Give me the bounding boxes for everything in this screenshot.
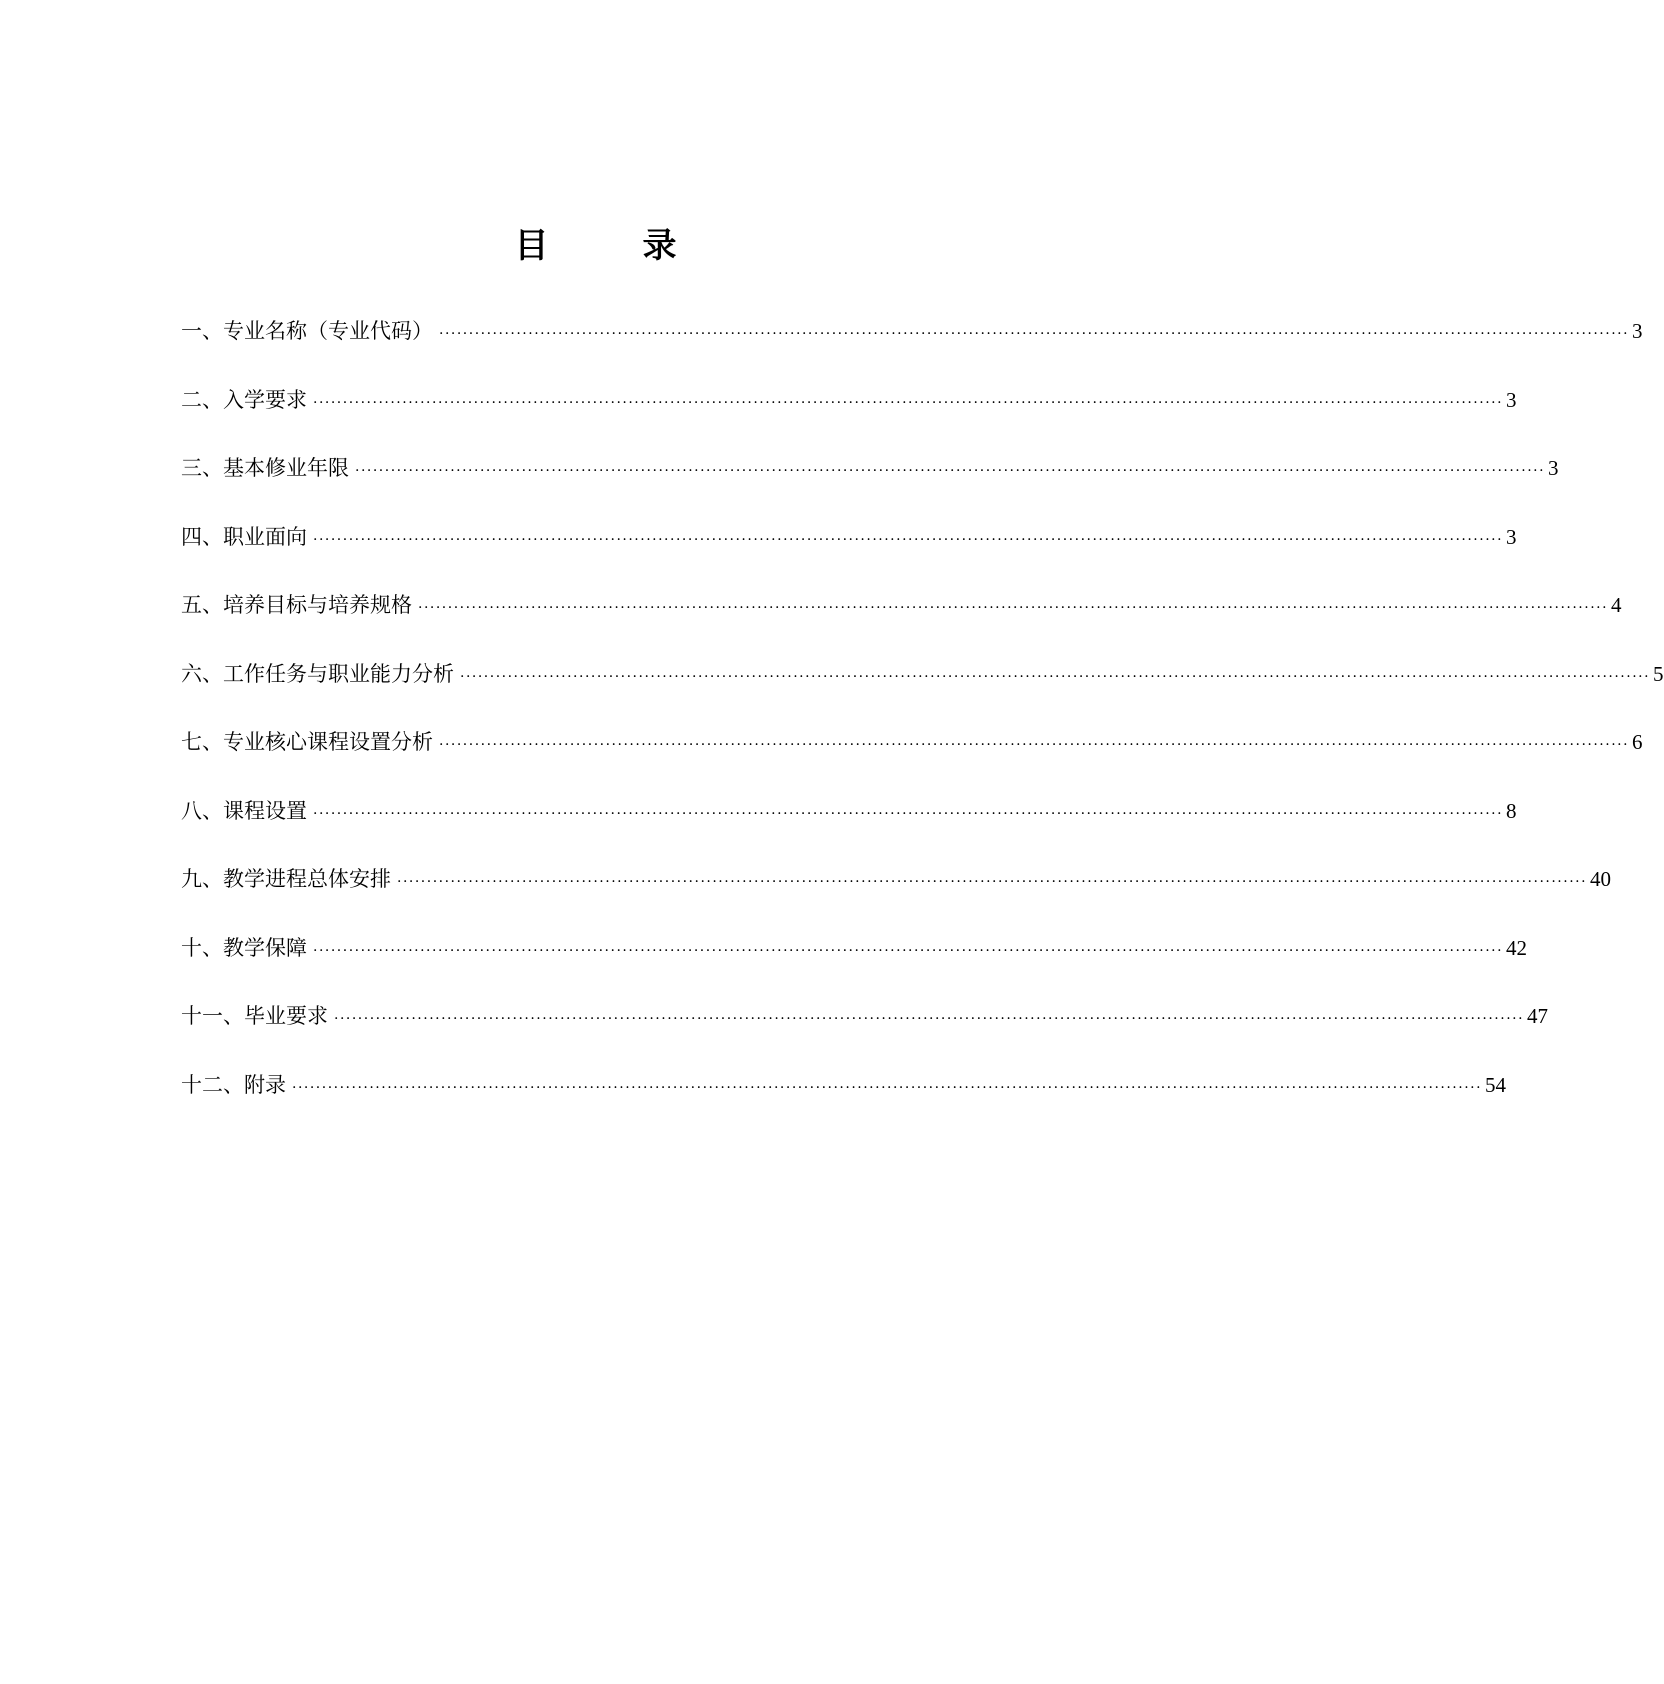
toc-entry-label: 四、职业面向 (181, 524, 307, 549)
toc-entry-page: 47 (1527, 1004, 1549, 1028)
toc-entry-page: 3 (1632, 319, 1643, 343)
toc-dot-leader: ········································································································································································································ (313, 394, 1504, 411)
toc-entry[interactable] (181, 385, 1517, 454)
toc-entry-label: 七、专业核心课程设置分析 (181, 730, 433, 754)
toc-dot-leader: ········································································································································································································ (334, 1011, 1525, 1027)
toc-entry-page: 54 (1485, 1072, 1507, 1097)
toc-dot-leader: ········································································································································································································ (313, 805, 1504, 822)
toc-entry-label: 三、基本修业年限 (181, 456, 349, 480)
toc-entry[interactable] (181, 659, 1664, 728)
toc-entry[interactable] (181, 864, 1612, 933)
toc-entry-page: 6 (1632, 730, 1643, 754)
toc-dot-leader: ········································································································································································································ (418, 600, 1609, 616)
toc-dot-leader: ········································································································································································································ (460, 668, 1651, 685)
toc-entry-label: 六、工作任务与职业能力分析 (181, 661, 454, 686)
toc-entry[interactable] (181, 1070, 1507, 1139)
toc-entry-page: 3 (1506, 524, 1517, 549)
toc-entry-page: 5 (1653, 661, 1664, 686)
toc-entry-page: 8 (1506, 798, 1517, 823)
toc-entry-page: 42 (1506, 935, 1528, 960)
toc-entry[interactable] (181, 316, 1643, 385)
toc-dot-leader: ········································································································································································································ (355, 463, 1546, 479)
toc-entry-label: 十二、附录 (181, 1072, 286, 1097)
toc-entry[interactable] (181, 933, 1528, 1002)
toc-dot-leader: ········································································································································································································ (439, 326, 1630, 342)
toc-dot-leader: ········································································································································································································ (439, 737, 1630, 753)
toc-entry[interactable] (181, 522, 1517, 591)
toc-entry-page: 4 (1611, 593, 1622, 617)
toc-entry-page: 3 (1548, 456, 1559, 480)
toc-list (181, 316, 1664, 1138)
toc-entry[interactable] (181, 1001, 1549, 1070)
toc-dot-leader: ········································································································································································································ (397, 874, 1588, 890)
toc-title: 目 录 (514, 226, 707, 266)
toc-entry-label: 十一、毕业要求 (181, 1004, 328, 1028)
toc-dot-leader: ········································································································································································································ (292, 1079, 1483, 1096)
toc-entry-label: 一、专业名称（专业代码） (181, 319, 433, 343)
toc-entry[interactable] (181, 727, 1643, 796)
toc-entry-page: 40 (1590, 867, 1612, 891)
toc-entry-label: 八、课程设置 (181, 798, 307, 823)
toc-entry[interactable] (181, 590, 1622, 659)
toc-entry[interactable] (181, 796, 1517, 865)
toc-dot-leader: ········································································································································································································ (313, 942, 1504, 959)
toc-entry-label: 十、教学保障 (181, 935, 307, 960)
toc-entry-label: 二、入学要求 (181, 387, 307, 412)
toc-entry[interactable] (181, 453, 1559, 522)
toc-entry-label: 九、教学进程总体安排 (181, 867, 391, 891)
toc-entry-label: 五、培养目标与培养规格 (181, 593, 412, 617)
toc-entry-page: 3 (1506, 387, 1517, 412)
toc-dot-leader: ········································································································································································································ (313, 531, 1504, 548)
